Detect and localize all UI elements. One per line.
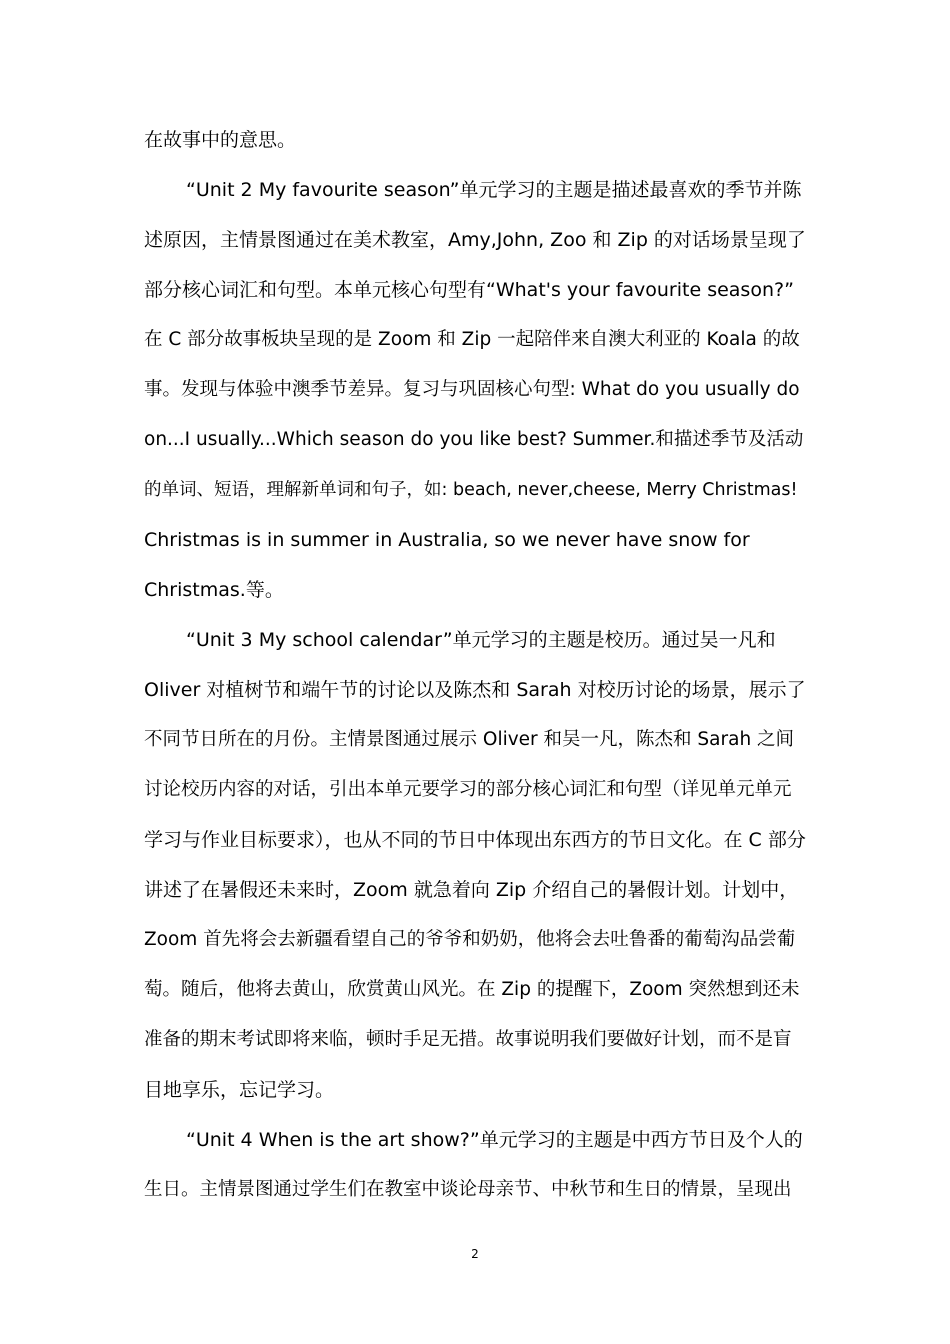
text-line: Christmas is in summer in Australia, so we never have snow for [144, 529, 750, 551]
text-line: Zoom 首先将会去新疆看望自己的爷爷和奶奶，他将会去吐鲁番的葡萄沟品尝葡 [144, 929, 796, 950]
text-line: 生日。主情景图通过学生们在教室中谈论母亲节、中秋节和生日的情景，呈现出 [144, 1179, 792, 1200]
paragraph-start-line: “Unit 3 My school calendar”单元学习的主题是校历。通过吴一凡和 [186, 629, 776, 651]
text-line: 在故事中的意思。 [144, 129, 297, 151]
text-line: 述原因，主情景图通过在美术教室，Amy,John, Zoo 和 Zip 的对话场景呈现了 [144, 229, 806, 251]
text-line: on...I usually...Which season do you like best? Summer.和描述季节及活动 [144, 429, 804, 450]
paragraph-start-line: “Unit 2 My favourite season”单元学习的主题是描述最喜欢的季节并陈 [186, 179, 802, 201]
paragraph-start-line: “Unit 4 When is the art show?”单元学习的主题是中西方节日及个人的 [186, 1129, 803, 1151]
text-line: 事。发现与体验中澳季节差异。复习与巩固核心句型: What do you usually do [144, 379, 800, 400]
text-line: 准备的期末考试即将来临，顿时手足无措。故事说明我们要做好计划，而不是盲 [144, 1029, 792, 1050]
text-line: 的单词、短语，理解新单词和句子，如: beach, never,cheese, Merry Christmas! [144, 480, 798, 500]
text-line: 讨论校历内容的对话，引出本单元要学习的部分核心词汇和句型（详见单元单元 [144, 779, 792, 800]
text-line: 部分核心词汇和句型。本单元核心句型有“What's your favourite season?” [144, 279, 794, 301]
text-line: Oliver 对植树节和端午节的讨论以及陈杰和 Sarah 对校历讨论的场景，展示了 [144, 679, 806, 701]
text-line: 在 C 部分故事板块呈现的是 Zoom 和 Zip 一起陪伴来自澳大利亚的 Koala 的故 [144, 329, 800, 350]
text-line: 不同节日所在的月份。主情景图通过展示 Oliver 和吴一凡，陈杰和 Sarah 之间 [144, 729, 795, 750]
text-line: 学习与作业目标要求），也从不同的节日中体现出东西方的节日文化。在 C 部分 [144, 829, 806, 851]
text-line: 讲述了在暑假还未来时，Zoom 就急着向 Zip 介绍自己的暑假计划。计划中， [144, 879, 799, 901]
text-line: 目地享乐，忘记学习。 [144, 1079, 335, 1101]
text-line: 萄。随后，他将去黄山，欣赏黄山风光。在 Zip 的提醒下，Zoom 突然想到还未 [144, 979, 800, 1000]
text-line: Christmas.等。 [144, 579, 284, 601]
page-number: 2 [471, 1247, 479, 1261]
